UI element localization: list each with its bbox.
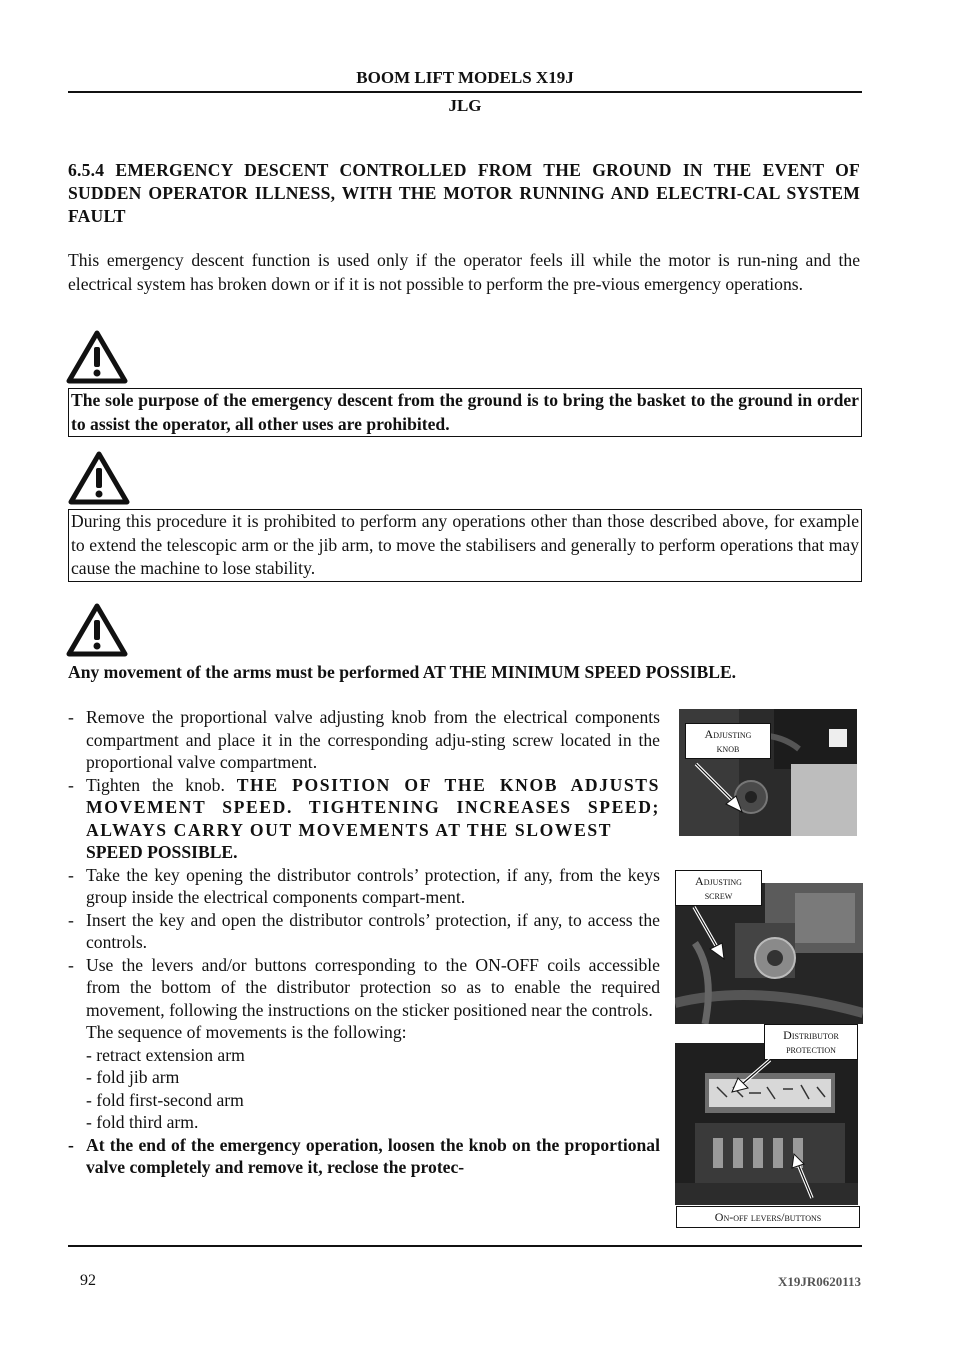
- sequence-item: - fold jib arm: [86, 1067, 180, 1087]
- warning-text-1: The sole purpose of the emergency descent from the ground is to bring the basket to the ground in order to assist the operator, all other uses are prohibited.: [71, 390, 859, 434]
- arrow-icon: [788, 1150, 818, 1200]
- list-item: - Insert the key and open the distributor controls’ protection, if any, to access the controls.: [68, 909, 660, 952]
- list-item: - Use the levers and/or buttons corresponding to the ON-OFF coils accessible from the bottom of the distributor protection so as to enable the required movement, following the instructions on the sticker positioned near the controls.: [68, 954, 660, 1020]
- arrow-icon: [728, 1058, 774, 1094]
- arrow-icon: [690, 760, 750, 816]
- list-item: - At the end of the emergency operation, loosen the knob on the proportional valve completely and remove it, reclose the protec-: [68, 1134, 660, 1177]
- sequence-item: - retract extension arm: [86, 1044, 245, 1065]
- section-title: 6.5.4 EMERGENCY DESCENT CONTROLLED FROM THE GROUND IN THE EVENT OF SUDDEN OPERATOR ILLNESS, WITH THE MOTOR RUNNING AND ELECTRI-CAL SYSTEM FAULT: [68, 160, 860, 226]
- document-code: X19JR0620113: [777, 1274, 861, 1289]
- adjusting-screw-caption: Adjusting screw: [675, 870, 762, 906]
- distributor-protection-caption: Distributor protection: [764, 1024, 858, 1060]
- adjusting-knob-caption: Adjusting knob: [685, 723, 771, 759]
- header-brand: JLG: [448, 96, 482, 115]
- on-off-levers-caption: On-off levers/buttons: [676, 1206, 860, 1228]
- header-title: BOOM LIFT MODELS X19J: [356, 68, 574, 87]
- warning-triangle-icon: [66, 330, 128, 384]
- warning-text-3: Any movement of the arms must be performed AT THE MINIMUM SPEED POSSIBLE.: [68, 662, 737, 682]
- sequence-item: - fold third arm.: [86, 1112, 199, 1132]
- warning-triangle-icon: [68, 451, 130, 505]
- sequence-intro: The sequence of movements is the following:: [86, 1022, 407, 1042]
- warning-text-2: During this procedure it is prohibited to perform any operations other than those described above, for example to extend the telescopic arm or the jib arm, to move the stabilisers and generally to perform operations that may cause the machine to lose stability.: [71, 511, 859, 578]
- warning-box-2: [68, 509, 862, 582]
- sequence-item: - fold first-second arm: [86, 1089, 244, 1110]
- list-item: - Tighten the knob. THE POSITION OF THE KNOB ADJUSTS MOVEMENT SPEED. TIGHTENING INCREASES SPEED; ALWAYS CARRY OUT MOVEMENTS AT THE SLOWEST SPEED POSSIBLE.: [68, 774, 660, 862]
- footer-rule: [68, 1245, 862, 1247]
- warning-box-1: [68, 388, 862, 437]
- list-item: - Remove the proportional valve adjusting knob from the electrical components compartment and place it in the corresponding adju-sting screw located in the proportional valve compartment.: [68, 707, 660, 772]
- warning-triangle-icon: [66, 603, 128, 657]
- arrow-icon: [690, 905, 730, 961]
- header-rule: [68, 91, 862, 93]
- list-item: - Take the key opening the distributor controls’ protection, if any, from the keys group inside the electrical components compart-ment.: [68, 864, 660, 907]
- intro-paragraph: This emergency descent function is used only if the operator feels ill while the motor is run-ning and the electrical system has broken down or if it is not possible to perform the pre-vious emergency operations.: [68, 250, 860, 294]
- step-list: [68, 706, 660, 1179]
- page-number: 92: [80, 1272, 96, 1289]
